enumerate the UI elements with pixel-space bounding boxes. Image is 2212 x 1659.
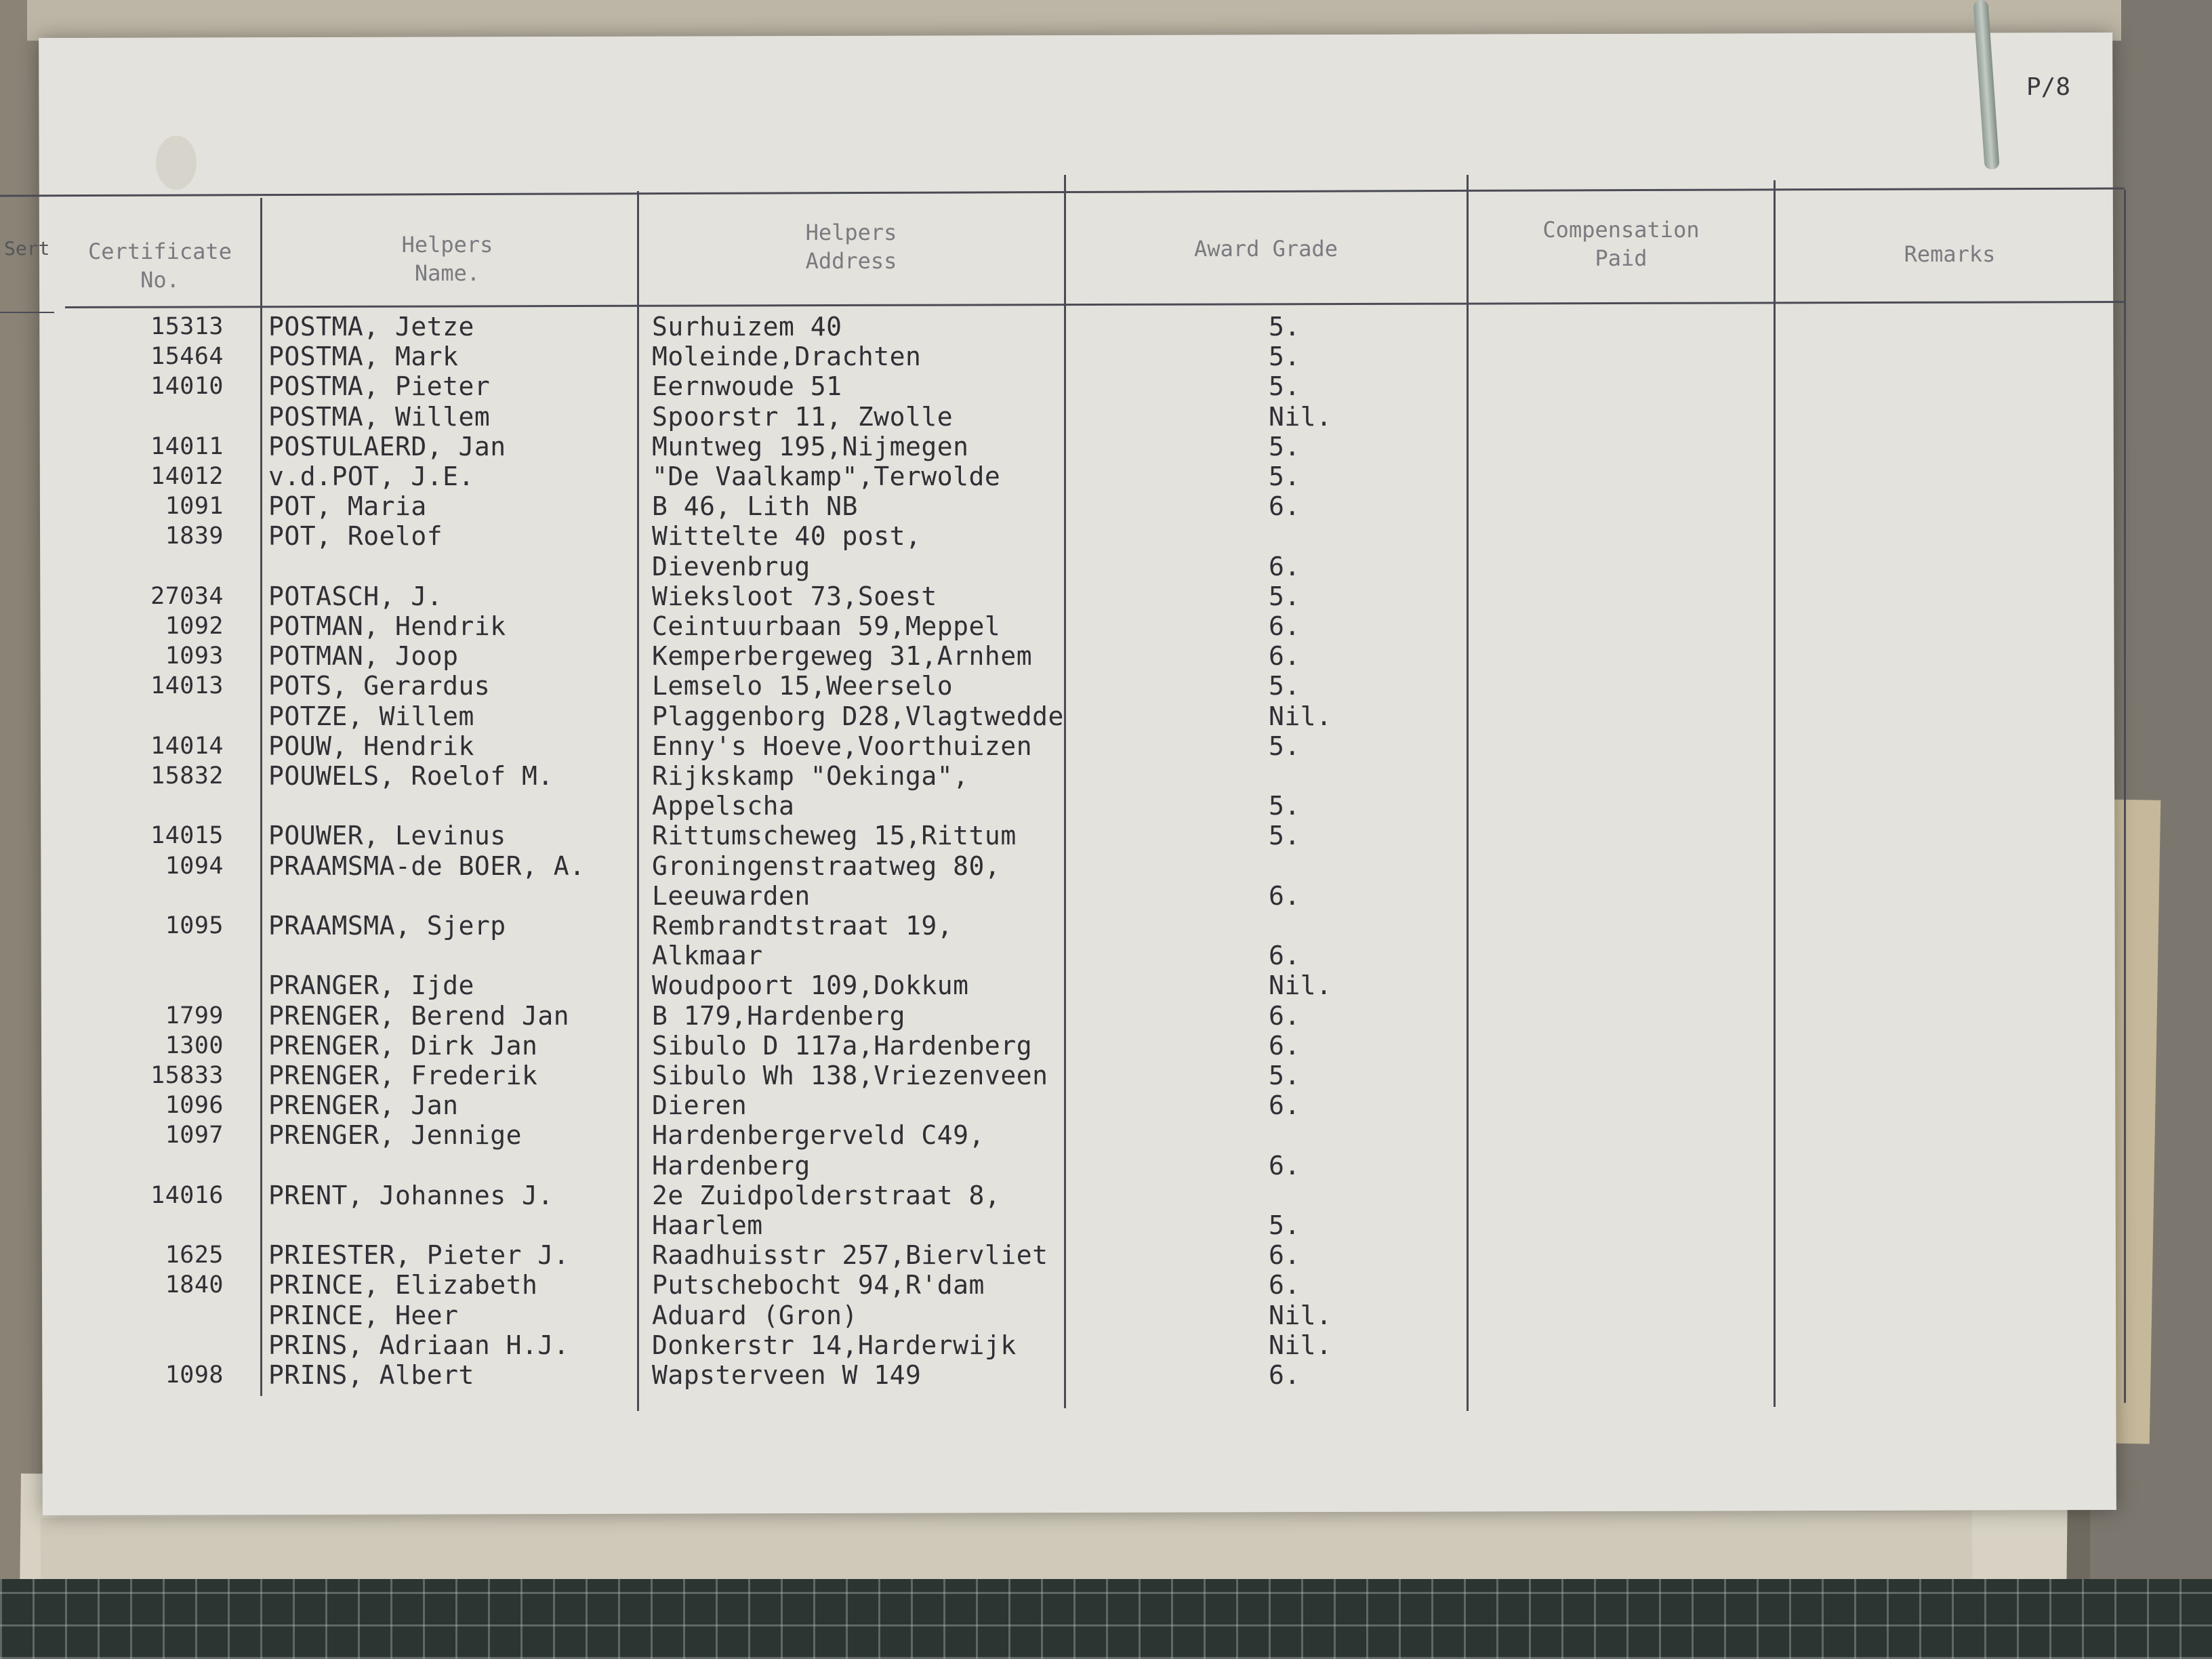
award-grade: Nil. xyxy=(1269,401,1332,432)
helper-address: Enny's Hoeve,Voorthuizen xyxy=(652,731,1033,761)
certificate-number: 1094 xyxy=(165,852,224,880)
helper-address: 2e Zuidpolderstraat 8, xyxy=(652,1180,1001,1210)
helper-address: Groningenstraatweg 80, xyxy=(652,851,1001,881)
table-row xyxy=(0,611,2212,641)
award-grade: Nil. xyxy=(1269,970,1332,1001)
header-name: Helpers Name. xyxy=(401,232,493,286)
helper-name: POSTMA, Jetze xyxy=(268,312,474,342)
table-row xyxy=(0,911,2212,941)
helper-address: Rittumscheweg 15,Rittum xyxy=(652,821,1017,851)
table-row xyxy=(0,552,2212,581)
table-row xyxy=(0,342,2212,371)
table-row xyxy=(0,312,2212,342)
table-row xyxy=(0,821,2212,851)
helper-address: Haarlem xyxy=(652,1210,763,1240)
award-grade: 5. xyxy=(1269,431,1300,462)
helper-address: Moleinde,Drachten xyxy=(652,342,922,372)
certificate-number: 1799 xyxy=(165,1002,224,1029)
helper-name: POUW, Hendrik xyxy=(268,731,474,761)
certificate-number: 15313 xyxy=(150,313,224,340)
award-grade: 6. xyxy=(1269,1150,1300,1181)
certificate-number: 14015 xyxy=(150,822,224,850)
table-row xyxy=(0,641,2212,671)
helper-name: PRENGER, Jan xyxy=(268,1090,459,1121)
helper-name: PRINS, Albert xyxy=(268,1360,474,1390)
table-row xyxy=(0,581,2212,611)
helper-address: Donkerstr 14,Harderwijk xyxy=(652,1330,1017,1360)
helper-address: Wieksloot 73,Soest xyxy=(652,581,937,611)
helper-name: POTASCH, J. xyxy=(268,581,443,611)
helper-name: PRINCE, Elizabeth xyxy=(268,1270,538,1300)
certificate-number: 14013 xyxy=(150,672,224,700)
certificate-number: 1839 xyxy=(165,523,224,550)
table-row xyxy=(0,731,2212,761)
award-grade: 6. xyxy=(1269,1000,1300,1031)
helper-address: B 46, Lith NB xyxy=(652,491,858,522)
table-row xyxy=(0,462,2212,491)
helper-name: PRIESTER, Pieter J. xyxy=(268,1240,570,1271)
helper-name: POSTMA, Mark xyxy=(268,342,459,372)
helper-address: Raadhuisstr 257,Biervliet xyxy=(652,1240,1048,1271)
table-row xyxy=(0,1001,2212,1031)
award-grade: 6. xyxy=(1269,941,1300,971)
helper-name: PRANGER, Ijde xyxy=(268,970,474,1001)
table-row xyxy=(0,671,2212,701)
header-compensation: Compensation Paid xyxy=(1542,217,1700,271)
helper-address: Plaggenborg D28,Vlagtwedde xyxy=(652,701,1064,731)
helper-name: POSTMA, Willem xyxy=(268,401,491,432)
award-grade: 6. xyxy=(1269,611,1300,641)
table-row xyxy=(0,432,2212,462)
helper-name: POUWER, Levinus xyxy=(268,821,506,851)
award-grade: 6. xyxy=(1269,641,1300,672)
award-grade: 5. xyxy=(1269,342,1300,372)
table-row xyxy=(0,970,2212,1000)
helper-name: PRAAMSMA, Sjerp xyxy=(268,911,506,941)
certificate-number: 14011 xyxy=(150,432,224,460)
award-grade: 5. xyxy=(1269,821,1300,851)
helper-address: Woudpoort 109,Dokkum xyxy=(652,970,969,1001)
award-grade: 6. xyxy=(1269,1360,1300,1390)
certificate-number: 1096 xyxy=(165,1092,224,1120)
certificate-number: 1300 xyxy=(165,1031,224,1059)
header-address: Helpers Address xyxy=(805,220,897,274)
helper-name: POSTULAERD, Jan xyxy=(268,431,506,462)
helper-name: v.d.POT, J.E. xyxy=(268,462,474,491)
helper-name: PRENGER, Frederik xyxy=(268,1061,538,1090)
certificate-number: 1097 xyxy=(165,1122,224,1149)
award-grade: Nil. xyxy=(1269,1330,1332,1360)
helper-name: POSTMA, Pieter xyxy=(268,371,491,402)
helper-name: PRINCE, Heer xyxy=(268,1300,459,1330)
certificate-number: 1098 xyxy=(165,1361,224,1389)
award-grade: 5. xyxy=(1269,371,1300,402)
award-grade: Nil. xyxy=(1269,1300,1332,1330)
award-grade: 5. xyxy=(1269,1061,1300,1090)
helper-name: PRENT, Johannes J. xyxy=(268,1180,554,1210)
table-row xyxy=(0,701,2212,731)
helper-address: Appelscha xyxy=(652,791,795,821)
table-row xyxy=(0,1031,2212,1061)
award-grade: 5. xyxy=(1269,731,1300,761)
header-award-grade: Award Grade xyxy=(1194,236,1338,262)
helper-address: Rembrandtstraat 19, xyxy=(652,911,954,941)
certificate-number: 15464 xyxy=(150,343,224,371)
helper-name: PRENGER, Jennige xyxy=(268,1120,523,1151)
table-row xyxy=(0,791,2212,821)
award-grade: 5. xyxy=(1269,581,1300,611)
helper-address: Leeuwarden xyxy=(652,880,811,911)
helper-address: Sibulo D 117a,Hardenberg xyxy=(652,1030,1033,1061)
award-grade: 6. xyxy=(1269,491,1300,522)
helper-address: Dieren xyxy=(652,1090,747,1121)
certificate-number: 1091 xyxy=(165,493,224,520)
award-grade: 5. xyxy=(1269,671,1300,701)
certificate-number: 1093 xyxy=(165,642,224,670)
award-grade: Nil. xyxy=(1269,701,1332,731)
certificate-number: 15833 xyxy=(150,1062,224,1089)
table-row xyxy=(0,1210,2212,1240)
certificate-number: 1095 xyxy=(165,912,224,939)
helper-name: POTZE, Willem xyxy=(268,701,474,731)
helper-address: Putschebocht 94,R'dam xyxy=(652,1270,985,1300)
helper-address: Spoorstr 11, Zwolle xyxy=(652,401,954,432)
side-stub-label: Sert xyxy=(4,237,50,260)
helper-address: B 179,Hardenberg xyxy=(652,1000,906,1031)
helper-address: Ceintuurbaan 59,Meppel xyxy=(652,611,1001,641)
certificate-number: 14016 xyxy=(150,1181,224,1209)
certificate-number: 14014 xyxy=(150,732,224,760)
table-row xyxy=(0,851,2212,881)
helper-name: PRINS, Adriaan H.J. xyxy=(268,1330,570,1360)
table-row xyxy=(0,1300,2212,1330)
certificate-number: 1625 xyxy=(165,1242,224,1269)
helper-address: Kemperbergeweg 31,Arnhem xyxy=(652,641,1033,672)
table-row xyxy=(0,1240,2212,1270)
certificate-number: 14010 xyxy=(150,373,224,401)
table-row xyxy=(0,1120,2212,1150)
helper-name: POT, Roelof xyxy=(268,521,443,552)
table-row xyxy=(0,881,2212,911)
award-grade: 6. xyxy=(1269,1090,1300,1121)
table-row xyxy=(0,761,2212,791)
award-grade: 6. xyxy=(1269,1240,1300,1271)
helper-name: POT, Maria xyxy=(268,491,427,522)
table-row xyxy=(0,1090,2212,1120)
helper-address: Rijkskamp "Oekinga", xyxy=(652,761,969,791)
certificate-number: 15832 xyxy=(150,762,224,790)
award-grade: 5. xyxy=(1269,1210,1300,1240)
table-row xyxy=(0,1330,2212,1360)
table-row xyxy=(0,1151,2212,1181)
header-remarks: Remarks xyxy=(1904,241,1996,267)
helper-name: POUWELS, Roelof M. xyxy=(268,761,554,791)
helper-address: Wittelte 40 post, xyxy=(652,521,922,552)
helper-name: POTMAN, Joop xyxy=(268,641,459,672)
table-row xyxy=(0,521,2212,551)
helper-address: Alkmaar xyxy=(652,941,763,971)
punch-hole xyxy=(156,136,197,190)
table-row xyxy=(0,371,2212,401)
helper-address: Wapsterveen W 149 xyxy=(652,1360,922,1390)
award-grade: 6. xyxy=(1269,551,1300,581)
certificate-number: 27034 xyxy=(150,582,224,610)
award-grade: 5. xyxy=(1269,462,1300,491)
helper-address: Surhuizem 40 xyxy=(652,312,842,342)
award-grade: 6. xyxy=(1269,1270,1300,1300)
helper-address: "De Vaalkamp",Terwolde xyxy=(652,462,1001,491)
award-grade: 6. xyxy=(1269,880,1300,911)
table-row xyxy=(0,1061,2212,1090)
helper-address: Sibulo Wh 138,Vriezenveen xyxy=(652,1061,1048,1090)
table-row xyxy=(0,491,2212,521)
award-grade: 6. xyxy=(1269,1030,1300,1061)
helper-address: Eernwoude 51 xyxy=(652,371,842,402)
helper-address: Hardenbergerveld C49, xyxy=(652,1120,985,1151)
table-row xyxy=(0,941,2212,970)
table-row xyxy=(0,1181,2212,1210)
table-row xyxy=(0,1270,2212,1300)
page-number: P/8 xyxy=(2026,73,2071,101)
helper-address: Lemselo 15,Weerselo xyxy=(652,671,954,701)
helper-name: PRENGER, Dirk Jan xyxy=(268,1030,538,1061)
award-grade: 5. xyxy=(1269,791,1300,821)
table-row xyxy=(0,1360,2212,1390)
header-certificate: Certificate No. xyxy=(88,239,232,293)
helper-address: Dievenbrug xyxy=(652,551,811,581)
certificate-number: 1092 xyxy=(165,613,224,640)
helper-address: Hardenberg xyxy=(652,1150,811,1181)
helper-name: PRAAMSMA-de BOER, A. xyxy=(268,851,586,881)
helper-name: PRENGER, Berend Jan xyxy=(268,1000,570,1031)
table-row xyxy=(0,402,2212,432)
helper-address: Aduard (Gron) xyxy=(652,1300,858,1330)
helper-name: POTS, Gerardus xyxy=(268,671,491,701)
helper-name: POTMAN, Hendrik xyxy=(268,611,506,641)
helper-address: Muntweg 195,Nijmegen xyxy=(652,431,969,462)
certificate-number: 1840 xyxy=(165,1271,224,1299)
certificate-number: 14012 xyxy=(150,463,224,490)
award-grade: 5. xyxy=(1269,312,1300,342)
cutting-mat xyxy=(0,1579,2212,1659)
